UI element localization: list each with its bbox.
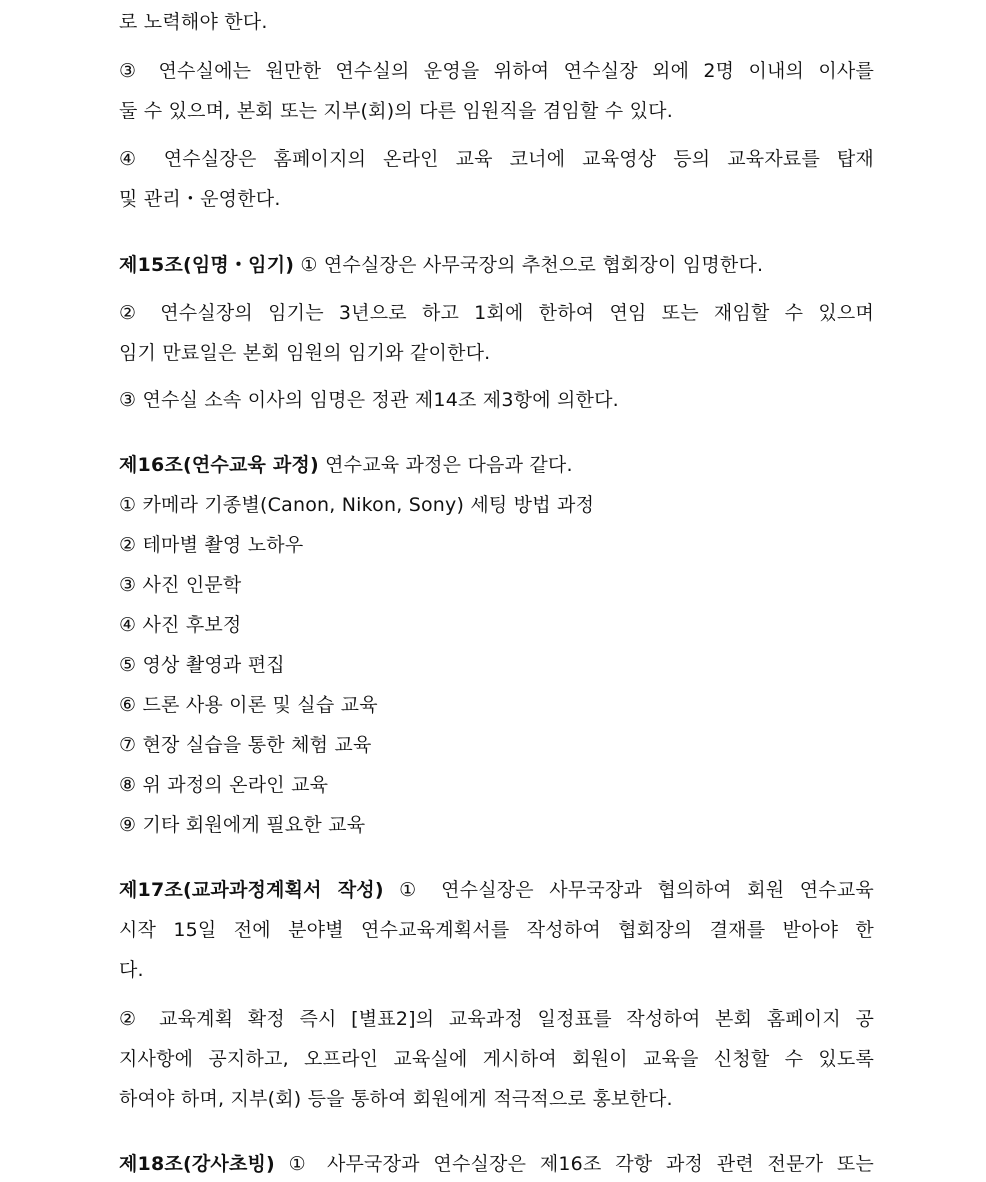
list-item: ③ 사진 인문학 [119, 574, 242, 596]
list-item: ⑨ 기타 회원에게 필요한 교육 [119, 814, 366, 836]
article-18-line: 제18조(강사초빙) ① 사무국장과 연수실장은 제16조 각항 과정 관련 전문가 또는 [119, 1153, 874, 1175]
text-line: 로 노력해야 한다. [119, 11, 268, 33]
article-heading: 제18조(강사초빙) [119, 1153, 275, 1175]
list-item: ① 카메라 기종별(Canon, Nikon, Sony) 세팅 방법 과정 [119, 494, 595, 516]
text-line: 및 관리・운영한다. [119, 188, 281, 210]
list-item: ⑥ 드론 사용 이론 및 실습 교육 [119, 694, 378, 716]
text-line: 둘 수 있으며, 본회 또는 지부(회)의 다른 임원직을 겸임할 수 있다. [119, 100, 673, 122]
text-line: ④ 연수실장은 홈페이지의 온라인 교육 코너에 교육영상 등의 교육자료를 탑재 [119, 148, 874, 170]
text-line: 시작 15일 전에 분야별 연수교육계획서를 작성하여 협회장의 결재를 받아야 한 [119, 919, 874, 941]
article-heading: 제15조(임명・임기) [119, 254, 295, 276]
article-heading: 제16조(연수교육 과정) [119, 454, 319, 476]
list-item: ⑧ 위 과정의 온라인 교육 [119, 774, 329, 796]
text-line: 다. [119, 959, 144, 981]
article-15-line: 제15조(임명・임기) ① 연수실장은 사무국장의 추천으로 협회장이 임명한다. [119, 254, 764, 276]
article-17-line: 제17조(교과과정계획서 작성) ① 연수실장은 사무국장과 협의하여 회원 연수교육 [119, 879, 874, 901]
text-line: 하여야 하며, 지부(회) 등을 통하여 회원에게 적극적으로 홍보한다. [119, 1088, 673, 1110]
text-line: 지사항에 공지하고, 오프라인 교육실에 게시하여 회원이 교육을 신청할 수 있도록 [119, 1048, 874, 1070]
article-16-line: 제16조(연수교육 과정) 연수교육 과정은 다음과 같다. [119, 454, 573, 476]
text-line: 임기 만료일은 본회 임원의 임기와 같이한다. [119, 342, 491, 364]
text-line: ③ 연수실 소속 이사의 임명은 정관 제14조 제3항에 의한다. [119, 389, 619, 411]
list-item: ④ 사진 후보정 [119, 614, 242, 636]
text-line: ③ 연수실에는 원만한 연수실의 운영을 위하여 연수실장 외에 2명 이내의 이사를 [119, 60, 874, 82]
article-heading: 제17조(교과과정계획서 작성) [119, 879, 384, 901]
text-line: ② 연수실장의 임기는 3년으로 하고 1회에 한하여 연임 또는 재임할 수 있으며 [119, 302, 874, 324]
text-line: ② 교육계획 확정 즉시 [별표2]의 교육과정 일정표를 작성하여 본회 홈페이지 공 [119, 1008, 874, 1030]
list-item: ⑦ 현장 실습을 통한 체험 교육 [119, 734, 372, 756]
list-item: ⑤ 영상 촬영과 편집 [119, 654, 285, 676]
list-item: ② 테마별 촬영 노하우 [119, 534, 304, 556]
